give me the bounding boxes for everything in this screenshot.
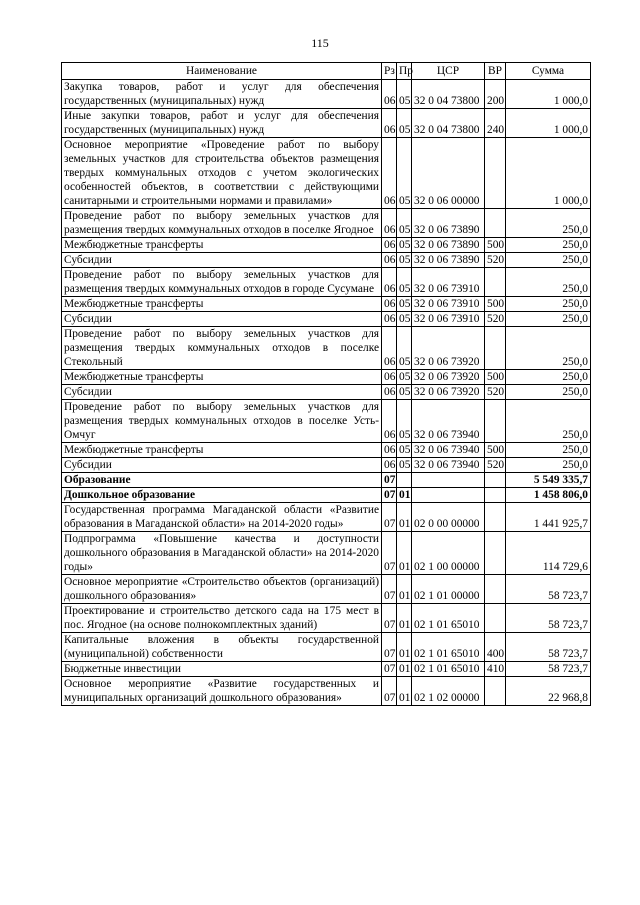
cell-sum: 250,0 (506, 209, 591, 238)
table-row (62, 312, 591, 327)
cell-rz: 06 (382, 312, 397, 327)
cell-sum: 58 723,7 (506, 662, 591, 677)
table-row (62, 327, 591, 370)
cell-pr: 05 (397, 385, 412, 400)
cell-sum: 1 441 925,7 (506, 503, 591, 532)
cell-pr: 05 (397, 268, 412, 297)
page-number: 115 (311, 36, 329, 50)
cell-csr: 32 0 06 73940 (412, 443, 485, 458)
cell-csr: 02 0 00 00000 (412, 503, 485, 532)
cell-pr: 05 (397, 400, 412, 443)
cell-vr: 400 (485, 633, 506, 662)
cell-csr: 32 0 06 73910 (412, 297, 485, 312)
cell-csr: 02 1 02 00000 (412, 677, 485, 706)
cell-rz: 06 (382, 458, 397, 473)
cell-sum: 58 723,7 (506, 575, 591, 604)
cell-vr: 500 (485, 238, 506, 253)
cell-csr (412, 488, 485, 503)
cell-csr: 32 0 06 73890 (412, 238, 485, 253)
cell-sum: 250,0 (506, 443, 591, 458)
table-row (62, 443, 591, 458)
cell-pr: 01 (397, 662, 412, 677)
cell-csr: 02 1 01 65010 (412, 662, 485, 677)
cell-csr: 32 0 06 73920 (412, 327, 485, 370)
cell-vr: 240 (485, 109, 506, 138)
cell-rz: 06 (382, 138, 397, 209)
cell-name: Закупка товаров, работ и услуг для обеспечения государственных (муниципальных) нужд (62, 80, 382, 109)
cell-pr: 05 (397, 297, 412, 312)
cell-pr: 01 (397, 633, 412, 662)
cell-vr (485, 503, 506, 532)
cell-csr: 02 1 01 65010 (412, 604, 485, 633)
cell-pr (397, 473, 412, 488)
cell-csr: 02 1 01 00000 (412, 575, 485, 604)
cell-name: Дошкольное образование (62, 488, 382, 503)
table-row (62, 473, 591, 488)
cell-pr: 05 (397, 327, 412, 370)
table-row (62, 268, 591, 297)
cell-rz: 06 (382, 268, 397, 297)
cell-rz: 06 (382, 238, 397, 253)
cell-sum: 250,0 (506, 370, 591, 385)
cell-name: Субсидии (62, 385, 382, 400)
table-row (62, 80, 591, 109)
table-row (62, 488, 591, 503)
cell-pr: 05 (397, 80, 412, 109)
cell-csr: 32 0 06 73910 (412, 312, 485, 327)
cell-rz: 06 (382, 80, 397, 109)
cell-pr: 01 (397, 503, 412, 532)
cell-rz: 06 (382, 370, 397, 385)
table-body (62, 80, 591, 706)
header-csr: ЦСР (412, 63, 485, 80)
cell-vr: 200 (485, 80, 506, 109)
cell-vr: 520 (485, 385, 506, 400)
table-row (62, 458, 591, 473)
cell-sum: 250,0 (506, 238, 591, 253)
cell-sum: 1 458 806,0 (506, 488, 591, 503)
table-row (62, 370, 591, 385)
table-row (62, 532, 591, 575)
cell-rz: 06 (382, 400, 397, 443)
table-row (62, 238, 591, 253)
cell-sum: 250,0 (506, 458, 591, 473)
cell-csr: 02 1 01 65010 (412, 633, 485, 662)
cell-sum: 250,0 (506, 400, 591, 443)
cell-csr: 32 0 06 73940 (412, 400, 485, 443)
cell-pr: 05 (397, 458, 412, 473)
cell-vr (485, 327, 506, 370)
table-row (62, 138, 591, 209)
cell-sum: 58 723,7 (506, 633, 591, 662)
cell-name: Подпрограмма «Повышение качества и доступности дошкольного образования в Магаданской области» на 2014-2020 годы» (62, 532, 382, 575)
cell-csr: 32 0 06 73890 (412, 209, 485, 238)
table-row (62, 297, 591, 312)
cell-sum: 1 000,0 (506, 109, 591, 138)
cell-name: Бюджетные инвестиции (62, 662, 382, 677)
cell-rz: 07 (382, 677, 397, 706)
cell-name: Межбюджетные трансферты (62, 370, 382, 385)
header-pr: Пр (397, 63, 412, 80)
cell-vr: 520 (485, 253, 506, 268)
cell-rz: 06 (382, 253, 397, 268)
table-row (62, 575, 591, 604)
cell-pr: 05 (397, 370, 412, 385)
cell-rz: 07 (382, 575, 397, 604)
cell-sum: 250,0 (506, 297, 591, 312)
cell-vr (485, 677, 506, 706)
cell-name: Субсидии (62, 312, 382, 327)
cell-rz: 06 (382, 327, 397, 370)
table-row (62, 503, 591, 532)
cell-name: Образование (62, 473, 382, 488)
cell-name: Межбюджетные трансферты (62, 238, 382, 253)
table-row (62, 604, 591, 633)
cell-sum: 250,0 (506, 385, 591, 400)
cell-rz: 07 (382, 604, 397, 633)
table-row (62, 385, 591, 400)
cell-vr: 520 (485, 458, 506, 473)
cell-name: Основное мероприятие «Строительство объектов (организаций) дошкольного образования» (62, 575, 382, 604)
cell-pr: 05 (397, 138, 412, 209)
cell-pr: 05 (397, 312, 412, 327)
cell-pr: 01 (397, 532, 412, 575)
cell-name: Межбюджетные трансферты (62, 297, 382, 312)
cell-sum: 250,0 (506, 268, 591, 297)
cell-pr: 05 (397, 253, 412, 268)
cell-csr: 32 0 06 00000 (412, 138, 485, 209)
cell-vr (485, 209, 506, 238)
cell-sum: 1 000,0 (506, 80, 591, 109)
table-row (62, 400, 591, 443)
cell-sum: 114 729,6 (506, 532, 591, 575)
cell-csr: 02 1 00 00000 (412, 532, 485, 575)
cell-pr: 05 (397, 238, 412, 253)
cell-name: Капитальные вложения в объекты государственной (муниципальной) собственности (62, 633, 382, 662)
cell-vr: 500 (485, 297, 506, 312)
cell-pr: 05 (397, 109, 412, 138)
cell-rz: 06 (382, 297, 397, 312)
cell-vr (485, 268, 506, 297)
cell-name: Проведение работ по выбору земельных участков для размещения твердых коммунальных отходов в поселке Стекольный (62, 327, 382, 370)
table-header-row (62, 63, 591, 80)
cell-pr: 01 (397, 604, 412, 633)
cell-vr: 500 (485, 443, 506, 458)
cell-name: Субсидии (62, 253, 382, 268)
cell-sum: 250,0 (506, 253, 591, 268)
cell-csr: 32 0 06 73910 (412, 268, 485, 297)
cell-pr: 05 (397, 209, 412, 238)
cell-name: Проектирование и строительство детского сада на 175 мест в пос. Ягодное (на основе полнокомплектных зданий) (62, 604, 382, 633)
table-row (62, 253, 591, 268)
table-row (62, 109, 591, 138)
cell-name: Иные закупки товаров, работ и услуг для обеспечения государственных (муниципальных) нужд (62, 109, 382, 138)
table-row (62, 633, 591, 662)
cell-rz: 07 (382, 503, 397, 532)
cell-csr: 32 0 04 73800 (412, 109, 485, 138)
cell-csr: 32 0 04 73800 (412, 80, 485, 109)
cell-vr: 500 (485, 370, 506, 385)
cell-csr: 32 0 06 73940 (412, 458, 485, 473)
cell-name: Основное мероприятие «Развитие государственных и муниципальных организаций дошкольного образования» (62, 677, 382, 706)
cell-pr: 05 (397, 443, 412, 458)
table-row (62, 209, 591, 238)
header-name: Наименование (62, 63, 382, 80)
cell-csr: 32 0 06 73920 (412, 370, 485, 385)
cell-rz: 06 (382, 109, 397, 138)
cell-vr (485, 575, 506, 604)
cell-name: Проведение работ по выбору земельных участков для размещения твердых коммунальных отходов в поселке Усть-Омчуг (62, 400, 382, 443)
cell-name: Проведение работ по выбору земельных участков для размещения твердых коммунальных отходов в поселке Ягодное (62, 209, 382, 238)
cell-sum: 58 723,7 (506, 604, 591, 633)
cell-pr: 01 (397, 575, 412, 604)
cell-pr: 01 (397, 677, 412, 706)
cell-vr (485, 532, 506, 575)
cell-vr (485, 604, 506, 633)
cell-sum: 22 968,8 (506, 677, 591, 706)
header-vr: ВР (485, 63, 506, 80)
header-rz: Рз (382, 63, 397, 80)
cell-vr (485, 473, 506, 488)
cell-rz: 07 (382, 473, 397, 488)
cell-rz: 07 (382, 488, 397, 503)
cell-vr (485, 488, 506, 503)
cell-rz: 07 (382, 633, 397, 662)
cell-csr (412, 473, 485, 488)
cell-vr (485, 400, 506, 443)
cell-rz: 07 (382, 532, 397, 575)
cell-vr (485, 138, 506, 209)
cell-csr: 32 0 06 73890 (412, 253, 485, 268)
table-row (62, 677, 591, 706)
budget-table (61, 62, 591, 706)
cell-name: Межбюджетные трансферты (62, 443, 382, 458)
cell-vr: 520 (485, 312, 506, 327)
table-row (62, 662, 591, 677)
cell-csr: 32 0 06 73920 (412, 385, 485, 400)
cell-name: Государственная программа Магаданской области «Развитие образования в Магаданской области» на 2014-2020 годы» (62, 503, 382, 532)
cell-name: Субсидии (62, 458, 382, 473)
cell-name: Основное мероприятие «Проведение работ по выбору земельных участков для строительства объектов размещения твердых коммунальных отходов с учетом экологических особенностей объектов, в соответствии с действующими санитарными и строительными нормами и правилами» (62, 138, 382, 209)
cell-sum: 1 000,0 (506, 138, 591, 209)
cell-rz: 06 (382, 385, 397, 400)
cell-sum: 250,0 (506, 327, 591, 370)
cell-rz: 06 (382, 209, 397, 238)
cell-name: Проведение работ по выбору земельных участков для размещения твердых коммунальных отходов в городе Сусумане (62, 268, 382, 297)
cell-pr: 01 (397, 488, 412, 503)
cell-rz: 06 (382, 443, 397, 458)
cell-sum: 5 549 335,7 (506, 473, 591, 488)
header-sum: Сумма (506, 63, 591, 80)
cell-vr: 410 (485, 662, 506, 677)
cell-sum: 250,0 (506, 312, 591, 327)
cell-rz: 07 (382, 662, 397, 677)
